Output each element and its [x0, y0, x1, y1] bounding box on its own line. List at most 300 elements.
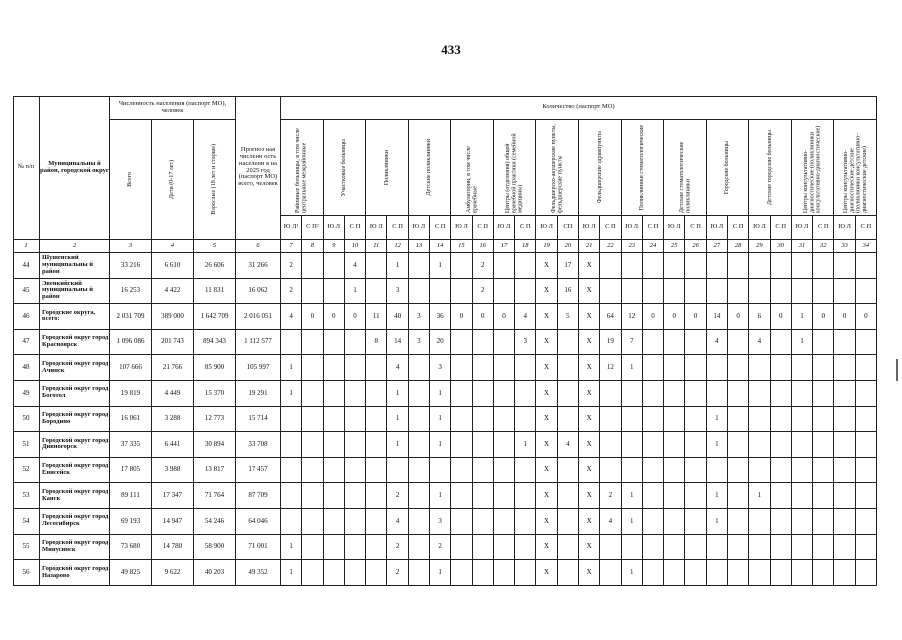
row-children-cell: 3 988 [152, 458, 194, 484]
row-count-cell [600, 407, 621, 433]
row-name-cell: Городской округ город Назарово [40, 560, 110, 586]
row-count-cell [643, 355, 664, 381]
header-type-text: Поликлиники [383, 149, 390, 186]
row-count-cell [856, 458, 877, 484]
row-count-cell [409, 560, 430, 586]
row-count-cell [664, 535, 685, 561]
row-count-cell [834, 355, 855, 381]
row-count-cell [494, 355, 515, 381]
column-number: 14 [430, 240, 451, 253]
column-number: 11 [366, 240, 387, 253]
row-count-cell [600, 253, 621, 279]
column-number: 24 [643, 240, 664, 253]
row-count-cell [834, 560, 855, 586]
row-count-cell [494, 407, 515, 433]
row-count-cell: 12 [600, 355, 621, 381]
row-count-cell [643, 330, 664, 356]
row-count-cell: X [579, 407, 600, 433]
row-count-cell [387, 458, 408, 484]
row-count-cell [494, 560, 515, 586]
header-type [622, 120, 665, 216]
row-count-cell [409, 355, 430, 381]
row-count-cell: 3 [387, 279, 408, 305]
header-type-text: Центры консультативно-диагностические детские (поликлиники консультативно-диагностические детские) [842, 133, 868, 213]
header-subcolumn: С П [600, 216, 621, 240]
row-num-cell: 48 [13, 355, 40, 381]
row-count-cell [451, 432, 472, 458]
row-count-cell [494, 483, 515, 509]
row-count-cell [707, 560, 728, 586]
page-number: 433 [441, 42, 461, 57]
row-count-cell [707, 458, 728, 484]
row-count-cell: X [579, 381, 600, 407]
row-count-cell [302, 330, 323, 356]
row-count-cell [664, 560, 685, 586]
header-municipality: Муниципальны й район, городской округ [40, 96, 110, 240]
row-count-cell: X [579, 253, 600, 279]
row-count-cell [707, 535, 728, 561]
row-count-cell: 1 [430, 560, 451, 586]
row-count-cell: 5 [558, 304, 579, 330]
header-type [324, 120, 367, 216]
row-count-cell [302, 279, 323, 305]
row-children-cell: 201 743 [152, 330, 194, 356]
header-type [664, 120, 707, 216]
row-count-cell [324, 279, 345, 305]
row-num-cell: 55 [13, 535, 40, 561]
row-count-cell [792, 407, 813, 433]
row-count-cell [834, 432, 855, 458]
row-count-cell [771, 355, 792, 381]
row-count-cell [451, 483, 472, 509]
medical-facilities-table [13, 96, 877, 586]
row-total-cell: 16 253 [110, 279, 152, 305]
row-count-cell [515, 560, 536, 586]
row-count-cell: 1 [387, 381, 408, 407]
row-count-cell [856, 483, 877, 509]
row-count-cell: 4 [707, 330, 728, 356]
header-type [749, 120, 792, 216]
header-subcolumn: Ю Л [494, 216, 515, 240]
row-count-cell: X [536, 560, 557, 586]
row-name-cell: Городской округ город Енисейск [40, 458, 110, 484]
row-count-cell [600, 535, 621, 561]
row-forecast-cell: 16 062 [236, 279, 281, 305]
row-count-cell [771, 509, 792, 535]
row-forecast-cell: 64 046 [236, 509, 281, 535]
row-count-cell [643, 253, 664, 279]
row-name-cell: Городской округ город Боготол [40, 381, 110, 407]
row-forecast-cell: 17 457 [236, 458, 281, 484]
column-number: 25 [664, 240, 685, 253]
row-count-cell: 1 [387, 253, 408, 279]
row-count-cell: 2 [473, 253, 494, 279]
row-count-cell [856, 432, 877, 458]
row-count-cell [302, 355, 323, 381]
row-count-cell [749, 407, 770, 433]
row-count-cell: 3 [430, 509, 451, 535]
row-num-cell: 47 [13, 330, 40, 356]
row-count-cell [622, 381, 643, 407]
row-count-cell: 1 [430, 381, 451, 407]
row-num-cell: 56 [13, 560, 40, 586]
row-count-cell [622, 253, 643, 279]
row-count-cell: 16 [558, 279, 579, 305]
row-total-cell: 69 193 [110, 509, 152, 535]
row-count-cell: 1 [792, 330, 813, 356]
row-name-cell: Эвенкийский муниципальны й район [40, 279, 110, 305]
row-count-cell: 1 [792, 304, 813, 330]
row-count-cell: X [579, 458, 600, 484]
row-num-cell: 54 [13, 509, 40, 535]
row-count-cell: 1 [387, 407, 408, 433]
header-subcolumn: Ю Л [707, 216, 728, 240]
row-count-cell [473, 535, 494, 561]
row-count-cell [792, 432, 813, 458]
row-count-cell [494, 458, 515, 484]
row-count-cell [685, 432, 706, 458]
row-count-cell [600, 381, 621, 407]
row-count-cell [324, 381, 345, 407]
header-type-text: Амбулатории, в том числе врачебные [465, 146, 479, 213]
row-count-cell: 0 [771, 304, 792, 330]
row-count-cell [792, 483, 813, 509]
row-count-cell [515, 253, 536, 279]
column-number: 30 [771, 240, 792, 253]
row-count-cell [813, 407, 834, 433]
row-count-cell [345, 483, 366, 509]
row-count-cell [600, 560, 621, 586]
column-number: 19 [536, 240, 557, 253]
row-count-cell [366, 381, 387, 407]
row-count-cell [834, 253, 855, 279]
header-forecast: Прогноз ная численн ость населени я на 2025 год (паспорт МО) всего, человек [236, 96, 281, 240]
row-count-cell [366, 535, 387, 561]
row-count-cell: 1 [707, 483, 728, 509]
row-count-cell [771, 253, 792, 279]
row-count-cell: 19 [600, 330, 621, 356]
row-count-cell [664, 483, 685, 509]
row-forecast-cell: 2 016 051 [236, 304, 281, 330]
row-count-cell: 6 [749, 304, 770, 330]
row-count-cell [409, 483, 430, 509]
scan-edge-mark [896, 359, 898, 381]
header-subcolumn: С П [728, 216, 749, 240]
row-count-cell [813, 535, 834, 561]
row-count-cell [494, 253, 515, 279]
row-count-cell [473, 509, 494, 535]
column-number: 12 [387, 240, 408, 253]
row-total-cell: 107 666 [110, 355, 152, 381]
row-count-cell [856, 407, 877, 433]
row-count-cell: X [536, 330, 557, 356]
row-count-cell: 1 [281, 355, 302, 381]
row-count-cell [473, 458, 494, 484]
row-count-cell [664, 355, 685, 381]
row-count-cell [345, 458, 366, 484]
row-count-cell: 3 [409, 330, 430, 356]
row-count-cell [430, 458, 451, 484]
row-count-cell [856, 253, 877, 279]
row-count-cell: X [579, 560, 600, 586]
row-count-cell [685, 253, 706, 279]
row-count-cell [643, 535, 664, 561]
row-count-cell [771, 407, 792, 433]
row-count-cell: X [579, 509, 600, 535]
row-count-cell [643, 483, 664, 509]
row-count-cell [685, 560, 706, 586]
row-count-cell [685, 330, 706, 356]
row-total-cell: 17 805 [110, 458, 152, 484]
row-count-cell [685, 483, 706, 509]
row-num-cell: 51 [13, 432, 40, 458]
row-count-cell [324, 330, 345, 356]
header-type [366, 120, 409, 216]
row-count-cell [643, 279, 664, 305]
row-count-cell [643, 432, 664, 458]
row-forecast-cell: 1 112 577 [236, 330, 281, 356]
row-count-cell: 0 [345, 304, 366, 330]
row-count-cell [813, 253, 834, 279]
row-count-cell: 2 [387, 535, 408, 561]
row-name-cell: Городской округ город Бородино [40, 407, 110, 433]
row-count-cell [302, 407, 323, 433]
row-count-cell: 1 [345, 279, 366, 305]
header-pop-children [152, 120, 194, 240]
header-subcolumn: Ю Л [834, 216, 855, 240]
row-count-cell [494, 330, 515, 356]
row-count-cell [792, 509, 813, 535]
row-name-cell: Шушенский муниципальны й район [40, 253, 110, 279]
row-count-cell [792, 253, 813, 279]
row-count-cell: 1 [281, 560, 302, 586]
row-count-cell [771, 535, 792, 561]
row-adults-cell: 13 817 [194, 458, 236, 484]
row-count-cell [749, 535, 770, 561]
row-count-cell: 1 [281, 535, 302, 561]
row-adults-cell: 71 764 [194, 483, 236, 509]
row-count-cell [792, 355, 813, 381]
row-count-cell [515, 535, 536, 561]
row-count-cell [345, 560, 366, 586]
row-count-cell [430, 279, 451, 305]
row-count-cell [749, 432, 770, 458]
row-count-cell [473, 560, 494, 586]
header-subcolumn: Ю Л [451, 216, 472, 240]
row-count-cell [451, 458, 472, 484]
row-forecast-cell: 19 291 [236, 381, 281, 407]
header-subcolumn: С П [685, 216, 706, 240]
row-count-cell [792, 381, 813, 407]
row-count-cell [856, 279, 877, 305]
row-count-cell [643, 509, 664, 535]
row-count-cell [366, 483, 387, 509]
row-count-cell: 0 [813, 304, 834, 330]
row-count-cell [366, 355, 387, 381]
row-count-cell [685, 279, 706, 305]
row-count-cell [664, 458, 685, 484]
row-count-cell: 7 [622, 330, 643, 356]
row-count-cell [600, 432, 621, 458]
row-count-cell: X [536, 407, 557, 433]
row-total-cell: 49 825 [110, 560, 152, 586]
row-total-cell: 2 031 709 [110, 304, 152, 330]
row-count-cell: 1 [707, 432, 728, 458]
row-count-cell: 4 [281, 304, 302, 330]
header-type-text: Центры (отделения) общей врачебной практики (семейной медицины) [505, 133, 524, 213]
row-count-cell [643, 560, 664, 586]
row-total-cell: 89 111 [110, 483, 152, 509]
row-count-cell [324, 560, 345, 586]
row-adults-cell: 85 900 [194, 355, 236, 381]
row-count-cell: X [579, 304, 600, 330]
row-count-cell: X [536, 483, 557, 509]
column-number: 9 [324, 240, 345, 253]
row-count-cell [558, 458, 579, 484]
row-count-cell [771, 330, 792, 356]
row-count-cell [345, 407, 366, 433]
row-count-cell: 1 [622, 355, 643, 381]
row-count-cell [302, 509, 323, 535]
row-count-cell: X [536, 381, 557, 407]
header-subcolumn: С П [430, 216, 451, 240]
row-count-cell: 2 [600, 483, 621, 509]
row-count-cell [664, 509, 685, 535]
row-count-cell [834, 381, 855, 407]
row-count-cell: 1 [749, 483, 770, 509]
row-count-cell: 3 [409, 304, 430, 330]
row-count-cell [345, 330, 366, 356]
row-count-cell: 12 [622, 304, 643, 330]
header-num: № п/п [13, 96, 40, 240]
header-type-text: Участковые больницы [341, 138, 348, 197]
row-count-cell [834, 483, 855, 509]
row-children-cell: 9 622 [152, 560, 194, 586]
row-count-cell [451, 330, 472, 356]
row-count-cell: X [579, 355, 600, 381]
row-count-cell [664, 407, 685, 433]
header-pop-children-text: Дети (0-17 лет) [169, 160, 176, 199]
row-count-cell: 1 [430, 432, 451, 458]
row-adults-cell: 12 773 [194, 407, 236, 433]
row-count-cell [409, 279, 430, 305]
row-count-cell: X [579, 330, 600, 356]
row-total-cell: 73 680 [110, 535, 152, 561]
row-total-cell: 33 216 [110, 253, 152, 279]
row-count-cell: 2 [387, 560, 408, 586]
row-count-cell [643, 381, 664, 407]
row-count-cell [324, 432, 345, 458]
row-count-cell [771, 381, 792, 407]
column-number: 21 [579, 240, 600, 253]
row-count-cell [685, 509, 706, 535]
row-forecast-cell: 105 997 [236, 355, 281, 381]
row-count-cell [366, 509, 387, 535]
row-count-cell [834, 330, 855, 356]
row-count-cell [728, 458, 749, 484]
row-count-cell [856, 330, 877, 356]
column-number: 31 [792, 240, 813, 253]
row-count-cell [515, 355, 536, 381]
header-subcolumn: СП [558, 216, 579, 240]
row-count-cell [728, 330, 749, 356]
row-count-cell [302, 560, 323, 586]
row-children-cell: 21 766 [152, 355, 194, 381]
row-count-cell [749, 560, 770, 586]
row-count-cell [771, 560, 792, 586]
header-subcolumn: С П [643, 216, 664, 240]
row-count-cell [409, 381, 430, 407]
header-subcolumn: Ю Л [579, 216, 600, 240]
row-adults-cell: 40 203 [194, 560, 236, 586]
row-count-cell [558, 407, 579, 433]
row-count-cell [324, 483, 345, 509]
row-count-cell [771, 279, 792, 305]
row-count-cell: 0 [473, 304, 494, 330]
row-count-cell [728, 483, 749, 509]
header-subcolumn: Ю Л [749, 216, 770, 240]
column-number: 5 [194, 240, 236, 253]
row-count-cell [834, 279, 855, 305]
row-count-cell [324, 355, 345, 381]
column-number: 15 [451, 240, 472, 253]
row-name-cell: Городской округ город Красноярск [40, 330, 110, 356]
row-count-cell: X [536, 535, 557, 561]
row-count-cell [558, 355, 579, 381]
row-count-cell: 1 [707, 509, 728, 535]
row-count-cell: 0 [494, 304, 515, 330]
row-count-cell: X [536, 253, 557, 279]
row-count-cell [281, 458, 302, 484]
row-count-cell [664, 279, 685, 305]
row-count-cell: 1 [622, 509, 643, 535]
row-count-cell [451, 253, 472, 279]
row-count-cell [302, 432, 323, 458]
row-count-cell: 4 [345, 253, 366, 279]
row-count-cell [345, 509, 366, 535]
row-total-cell: 19 819 [110, 381, 152, 407]
row-count-cell [451, 279, 472, 305]
row-count-cell [813, 432, 834, 458]
row-count-cell [749, 509, 770, 535]
row-count-cell [813, 560, 834, 586]
column-number: 16 [473, 240, 494, 253]
row-count-cell: 0 [856, 304, 877, 330]
row-count-cell [685, 535, 706, 561]
row-forecast-cell: 87 709 [236, 483, 281, 509]
column-number: 33 [834, 240, 855, 253]
row-count-cell [366, 407, 387, 433]
row-count-cell: 1 [387, 432, 408, 458]
row-count-cell [643, 407, 664, 433]
row-count-cell [366, 253, 387, 279]
row-count-cell [451, 560, 472, 586]
row-count-cell [707, 279, 728, 305]
row-count-cell: 1 [622, 483, 643, 509]
header-pop-adults-text: Взрослые (18 лет и старше) [211, 144, 218, 215]
row-count-cell: X [536, 355, 557, 381]
row-count-cell [728, 279, 749, 305]
row-count-cell: 3 [430, 355, 451, 381]
row-count-cell [558, 560, 579, 586]
row-adults-cell: 15 370 [194, 381, 236, 407]
header-type-text: Поликлиники стоматологические [639, 124, 646, 211]
row-count-cell: 4 [515, 304, 536, 330]
row-count-cell [707, 355, 728, 381]
row-count-cell: 1 [281, 381, 302, 407]
row-count-cell [366, 560, 387, 586]
row-count-cell [558, 483, 579, 509]
